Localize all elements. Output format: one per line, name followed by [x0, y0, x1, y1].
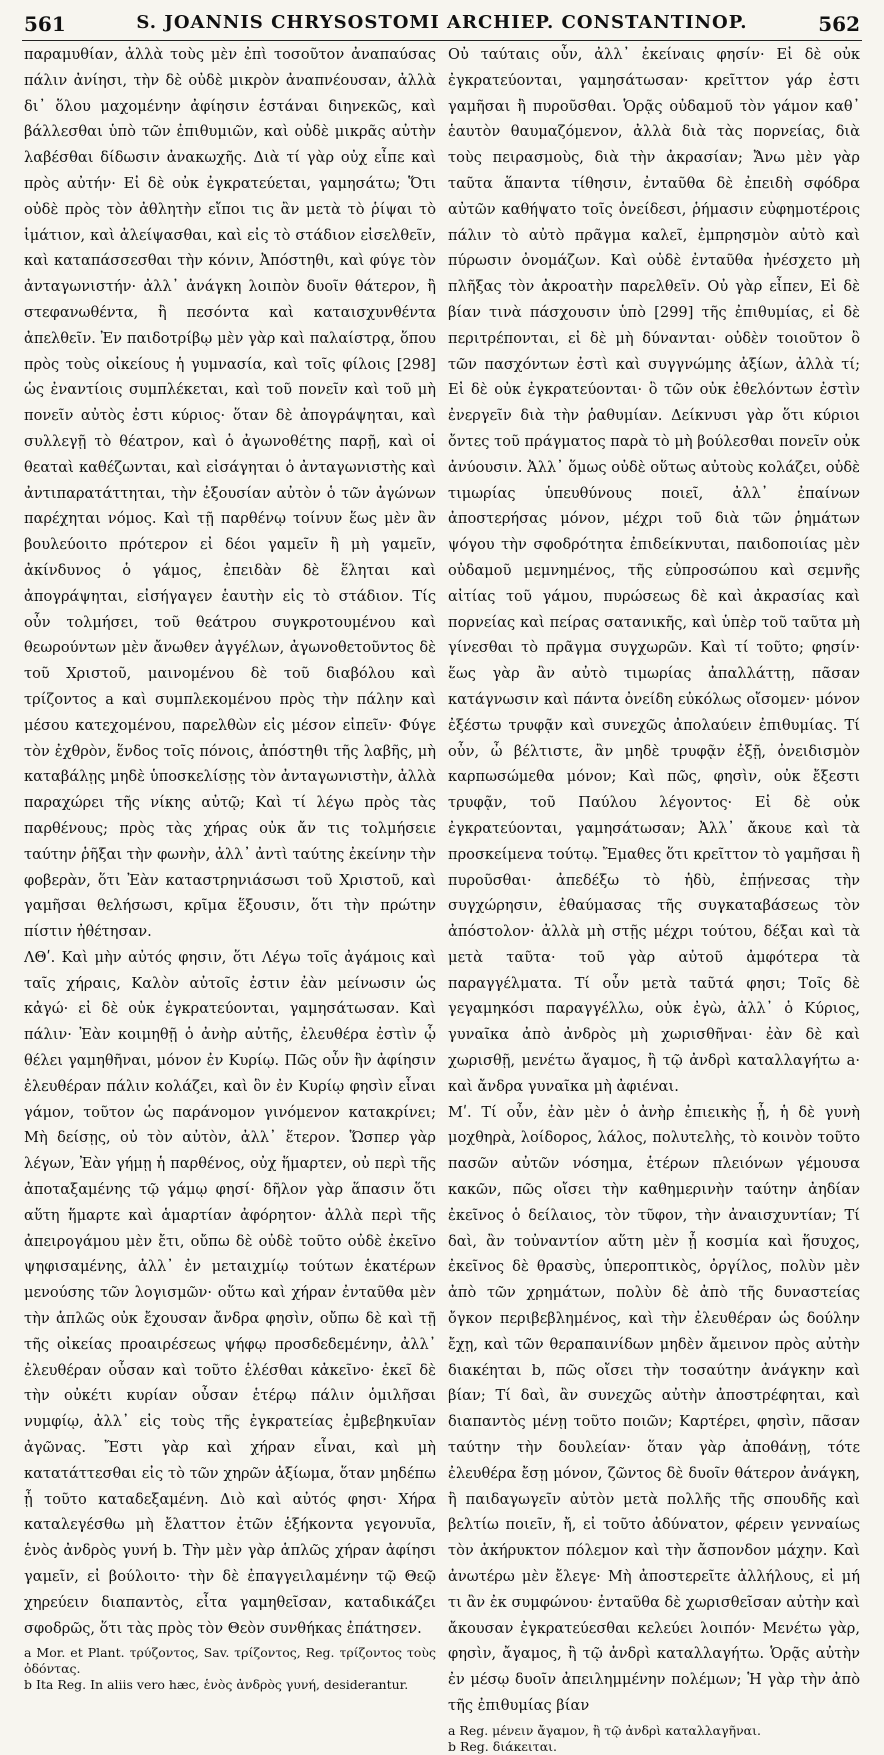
left-paragraph-1: παραμυθίαν, ἀλλὰ τοὺς μὲν ἐπὶ τοσοῦτον ἀναπαύσας πάλιν ἀνίησι, τὴν δὲ οὐδὲ μικρὸν ἀναπνέουσαν, ἀλλὰ δι᾽ ὅλου μαχομένην ἀφίησιν ἑστάναι διηνεκῶς, καὶ βάλλεσθαι ὑπὸ τῶν ἐπιθυμιῶν, καὶ οὐδὲ μικρᾶς αὐτὴν λαβέσθαι δίδωσιν ἀνακωχῆς. Διὰ τί γὰρ οὐχ εἶπε καὶ πρὸς αὐτήν· Εἰ δὲ οὐκ ἐγκρατεύεται, γαμησάτω; Ὅτι οὐδὲ πρὸς τὸν ἀθλητὴν εἴποι τις ἂν μετὰ τὸ ῥίψαι τὸ ἱμάτιον, καὶ ἀλείψασθαι, καὶ εἰς τὸ στάδιον εἰσελθεῖν, καὶ καταπάσσεσθαι τὴν κόνιν, Ἀπόστηθι, καὶ φύγε τὸν ἀνταγωνιστήν· ἀλλ᾽ ἀνάγκη λοιπὸν δυοῖν θάτερον, ἢ στεφανωθέντα, ἢ πεσόντα καὶ καταισχυνθέντα ἀπελθεῖν. Ἐν παιδοτρίβῳ μὲν γὰρ καὶ παλαίστρᾳ, ὅπου πρὸς τοὺς οἰκείους ἡ γυμνασία, καὶ τοῖς φίλοις [298] ὡς ἐναντίοις συμπλέκεται, καὶ τοῦ πονεῖν καὶ τοῦ μὴ πονεῖν αὐτὸς ἐστι κύριος· ὅταν δὲ ἀπογράψηται, καὶ συλλεγῇ τὸ θέατρον, καὶ ὁ ἀγωνοθέτης παρῇ, καὶ οἱ θεαταὶ καθέζωνται, καὶ εἰσάγηται ὁ ἀνταγωνιστὴς καὶ ἀντιπαρατάττηται, τὴν ἐξουσίαν αὐτὸν ὁ τῶν ἀγώνων παρέχηται νόμος. Καὶ τῇ παρθένῳ τοίνυν ἕως μὲν ἂν βουλεύοιτο πρότερον εἰ δέοι γαμεῖν ἢ μὴ γαμεῖν, ἀκίνδυνος ὁ γάμος, ἐπειδὰν δὲ ἕληται καὶ ἀπογράψηται, εἰσήγαγεν ἑαυτὴν εἰς τὸ στάδιον. Τίς οὖν τολμήσει, τοῦ θεάτρου συγκροτουμένου καὶ θεωρούντων μὲν ἄνωθεν ἀγγέλων, ἀγωνοθετοῦντος δὲ τοῦ Χριστοῦ, μαινομένου δὲ τοῦ διαβόλου καὶ τρίζοντος a καὶ συμπλεκομένου πρὸς τὴν πάλην καὶ μέσου κατεχομένου, παρελθὼν εἰς μέσον εἰπεῖν· Φύγε τὸν ἐχθρὸν, ἕνδος τοῖς πόνοις, ἀπόστηθι τῆς λαβῆς, μὴ καταβάλῃς μηδὲ ὑποσκελίσῃς τὸν ἀνταγωνιστὴν, ἀλλὰ παραχώρει τῆς νίκης αὐτῷ; Καὶ τί λέγω πρὸς τὰς παρθένους; πρὸς τὰς χήρας οὐκ ἄν τις τολμήσειε ταύτην ῥῆξαι τὴν φωνὴν, ἀλλ᾽ ἀντὶ ταύτης ἐκείνην τὴν φοβερὰν, ὅτι Ἐὰν καταστρηνιάσωσι τοῦ Χριστοῦ, καὶ γαμῆσαι θελήσωσι, κρῖμα ἕξουσιν, ὅτι τὴν πρώτην πίστιν ἠθέτησαν. — [24, 46, 436, 941]
right-paragraph-2: Μʹ. Τί οὖν, ἐὰν μὲν ὁ ἀνὴρ ἐπιεικὴς ᾖ, ἡ δὲ γυνὴ μοχθηρὰ, λοίδορος, λάλος, πολυτελὴς, τὸ κοινὸν τοῦτο πασῶν αὐτῶν νόσημα, ἑτέρων πλειόνων γέμουσα κακῶν, πῶς οἴσει τὴν καθημερινὴν ταύτην ἀηδίαν ἐκεῖνος ὁ δείλαιος, τὸν τῦφον, τὴν ἀναισχυντίαν; Τί δαὶ, ἂν τοὐναντίον αὕτη μὲν ᾖ κοσμία καὶ ἥσυχος, ἐκεῖνος δὲ θρασὺς, ὑπεροπτικὸς, ὀργίλος, πολὺν μὲν ἀπὸ τῶν χρημάτων, πολὺν δὲ ἀπὸ τῆς δυναστείας ὄγκον περιβεβλημένος, καὶ τὴν ἐλευθέραν ὡς δούλην ἔχῃ, καὶ τῶν θεραπαινίδων μηδὲν ἄμεινον πρὸς αὐτὴν διακέηται b, πῶς οἴσει τὴν τοσαύτην ἀνάγκην καὶ βίαν; Τί δαὶ, ἂν συνεχῶς αὐτὴν ἀποστρέφηται, καὶ διαπαντὸς μένῃ τοῦτο ποιῶν; Καρτέρει, φησὶν, πᾶσαν ταύτην τὴν δουλείαν· ὅταν γὰρ ἀποθάνῃ, τότε ἐλευθέρα ἔσῃ μόνον, ζῶντος δὲ δυοῖν θάτερον ἀνάγκη, ἢ παιδαγωγεῖν αὐτὸν μετὰ πολλῆς τῆς σπουδῆς καὶ βελτίω ποιεῖν, ἤ, εἰ τοῦτο ἀδύνατον, φέρειν γενναίως τὸν ἀκήρυκτον πόλεμον καὶ τὴν ἄσπονδον μάχην. Καὶ ἀνωτέρω μὲν ἔλεγε· Μὴ ἀποστερεῖτε ἀλλήλους, εἰ μή τι ἂν ἐκ συμφώνου· ἐνταῦθα δὲ χωρισθεῖσαν αὐτὴν καὶ ἄκουσαν ἐγκρατεύεσθαι κελεύει λοιπόν· Μενέτω γὰρ, φησὶν, ἄγαμος, ἢ τῷ ἀνδρὶ καταλλαγήτω. Ὁρᾷς αὐτὴν ἐν μέσῳ δυοῖν ἀπειλημμένην πολέμων; Ἡ γὰρ τὴν ἀπὸ τῆς ἐπιθυμίας βίαν — [448, 1103, 860, 1714]
left-column — [24, 42, 436, 1693]
left-footnotes — [24, 1645, 436, 1693]
left-footnote-b: b Ita Reg. In aliis vero hæc, ἑνὸς ἀνδρὸς γυνή, desiderantur. — [24, 1677, 409, 1693]
left-paragraph-2: ΛΘʹ. Καὶ μὴν αὐτός φησιν, ὅτι Λέγω τοῖς ἀγάμοις καὶ ταῖς χήραις, Καλὸν αὐτοῖς ἐστιν ἐὰν μείνωσιν ὡς κἀγώ· εἰ δὲ οὐκ ἐγκρατεύονται, γαμησάτωσαν. Καὶ πάλιν· Ἐὰν κοιμηθῇ ὁ ἀνὴρ αὐτῆς, ἐλευθέρα ἐστὶν ᾧ θέλει γαμηθῆναι, μόνον ἐν Κυρίῳ. Πῶς οὖν ἣν ἀφίησιν ἐλευθέραν πάλιν κολάζει, καὶ ὃν ἐν Κυρίῳ φησὶν εἶναι γάμον, τοῦτον ὡς παράνομον γινόμενον κατακρίνει; Μὴ δείσῃς, οὐ τὸν αὐτὸν, ἀλλ᾽ ἕτερον. Ὥσπερ γὰρ λέγων, Ἐὰν γήμῃ ἡ παρθένος, οὐχ ἥμαρτεν, οὐ περὶ τῆς ἀποταξαμένης τῷ γάμῳ φησί· δῆλον γὰρ ἅπασιν ὅτι αὕτη ἥμαρτε καὶ ἁμαρτίαν ἀφόρητον· ἀλλὰ περὶ τῆς ἀπειρογάμου μὲν ἔτι, οὔπω δὲ οὐδὲ τοῦτο οὐδὲ ἐκεῖνο ψηφισαμένης, ἀλλ᾽ ἐν μεταιχμίῳ τούτων ἑκατέρων μενούσης τῶν λογισμῶν· οὕτω καὶ χήραν ἐνταῦθα μὲν τὴν ἁπλῶς οὐκ ἔχουσαν ἄνδρα φησὶν, οὔπω δὲ καὶ τῇ τῆς οἰκείας προαιρέσεως ψήφῳ προσδεδεμένην, ἀλλ᾽ ἐλευθέραν οὖσαν καὶ τοῦτο ἑλέσθαι κἀκεῖνο· ἐκεῖ δὲ τὴν οὐκέτι κυρίαν οὖσαν ἑτέρῳ πάλιν ὁμιλῆσαι νυμφίῳ, ἀλλ᾽ εἰς τοὺς τῆς ἐγκρατείας ἐμβεβηκυῖαν ἀγῶνας. Ἔστι γὰρ καὶ χήραν εἶναι, καὶ μὴ κατατάττεσθαι εἰς τὸ τῶν χηρῶν ἀξίωμα, ὅταν μηδέπω ᾖ τοῦτο καταδεξαμένη. Διὸ καὶ αὐτός φησι· Χήρα καταλεγέσθω μὴ ἔλαττον ἐτῶν ἑξήκοντα γεγονυῖα, ἑνὸς ἀνδρὸς γυνή b. Τὴν μὲν γὰρ ἁπλῶς χήραν ἀφίησι γαμεῖν, εἰ βούλοιτο· τὴν δὲ ἐπαγγειλαμένην τῷ Θεῷ χηρεύειν διαπαντὸς, εἶτα γαμηθεῖσαν, καταδικάζει σφοδρῶς, ὅτι τὰς πρὸς τὸν Θεὸν συνθήκας ἐπάτησεν. — [24, 948, 436, 1637]
right-paragraph-1: Οὐ ταύταις οὖν, ἀλλ᾽ ἐκείναις φησίν· Εἰ δὲ οὐκ ἐγκρατεύονται, γαμησάτωσαν· κρεῖττον γάρ ἐστι γαμῆσαι ἢ πυροῦσθαι. Ὁρᾷς οὐδαμοῦ τὸν γάμον καθ᾽ ἑαυτὸν θαυμαζόμενον, ἀλλὰ διὰ τὰς πορνείας, διὰ τοὺς πειρασμοὺς, διὰ τὴν ἀκρασίαν; Ἄνω μὲν γὰρ ταῦτα ἅπαντα τίθησιν, ἐνταῦθα δὲ ἐπειδὴ σφόδρα αὐτῶν καθήψατο τοῖς ὀνείδεσι, ῥήμασιν εὐφημοτέροις πάλιν τὸ αὐτὸ πρᾶγμα καλεῖ, ἐμπρησμὸν αὐτὸ καὶ πύρωσιν ὀνομάζων. Καὶ οὐδὲ ἐνταῦθα ἠνέσχετο μὴ πλῆξας τὸν ἀκροατὴν παρελθεῖν. Οὐ γὰρ εἶπεν, Εἰ δὲ βίαν τινὰ πάσχουσιν ὑπὸ [299] τῆς ἐπιθυμίας, εἰ δὲ περιτρέπονται, εἰ δὲ μὴ δύνανται· οὐδὲν τοιοῦτον ὃ τῶν πασχόντων ἐστὶ καὶ συγγνώμης ἀξίων, ἀλλὰ τί; Εἰ δὲ οὐκ ἐγκρατεύονται· ὃ τῶν οὐκ ἐθελόντων ἐστὶν ἐνεργεῖν διὰ τὴν ῥαθυμίαν. Δείκνυσι γὰρ ὅτι κύριοι ὄντες τοῦ πράγματος παρὰ τὸ μὴ βούλεσθαι πονεῖν οὐκ ἀνύουσιν. Ἀλλ᾽ ὅμως οὐδὲ οὕτως αὐτοὺς κολάζει, οὐδὲ τιμωρίας ὑπευθύνους ποιεῖ, ἀλλ᾽ ἐπαίνων ἀποστερήσας μόνον, μέχρι τοῦ διὰ τῶν ῥημάτων ψόγου τὴν σφοδρότητα ἐπιδείκνυται, παιδοποιίας μὲν οὐδαμοῦ μεμνημένος, τῆς εὐπροσώπου καὶ σεμνῆς αἰτίας τοῦ γάμου, πυρώσεως δὲ καὶ ἀκρασίας καὶ πορνείας καὶ πείρας σατανικῆς, καὶ ὑπὲρ τοῦ ταῦτα μὴ γίνεσθαι τὸ πρᾶγμα συγχωρῶν. Καὶ τί τοῦτο; φησίν· ἕως γὰρ ἂν αὐτὸ τιμωρίας ἀπαλλάττῃ, πᾶσαν κατάγνωσιν καὶ πάντα ὀνείδη εὐκόλως οἴσομεν· μόνον ἐξέστω τρυφᾷν καὶ συνεχῶς ἀπολαύειν ἐπιθυμίας. Τί οὖν, ὦ βέλτιστε, ἂν μηδὲ τρυφᾷν ἐξῇ, ὀνειδισμὸν καρπωσώμεθα μόνον; Καὶ πῶς, φησὶν, οὐκ ἔξεστι τρυφᾷν, τοῦ Παύλου λέγοντος· Εἰ δὲ οὐκ ἐγκρατεύονται, γαμησάτωσαν; Ἀλλ᾽ ἄκουε καὶ τὰ προσκείμενα τούτῳ. Ἔμαθες ὅτι κρεῖττον τὸ γαμῆσαι ἢ πυροῦσθαι· ἀπεδέξω τὸ ἡδὺ, ἐπῄνεσας τὴν συγχώρησιν, ἐθαύμασας τῆς συγκαταβάσεως τὸν ἀπόστολον· ἀλλὰ μὴ στῇς μέχρι τούτου, δέξαι καὶ τὰ μετὰ ταῦτα· τοῦ γὰρ αὐτοῦ ἀμφότερα τὰ παραγγέλματα. Τί οὖν μετὰ ταῦτά φησι; Τοῖς δὲ γεγαμηκόσι παραγγέλλω, οὐκ ἐγὼ, ἀλλ᾽ ὁ Κύριος, γυναῖκα ἀπὸ ἀνδρὸς μὴ χωρισθῆναι· ἐὰν δὲ καὶ χωρισθῇ, μενέτω ἄγαμος, ἢ τῷ ἀνδρὶ καταλλαγήτω a· καὶ ἄνδρα γυναῖκα μὴ ἀφιέναι. — [448, 46, 860, 1095]
page-header — [22, 6, 862, 41]
page-number-right: 562 — [818, 12, 860, 36]
left-footnote-a: a Mor. et Plant. τρύζοντος, Sav. τρίζοντος, Reg. τρίζοντος τοὺς ὀδόντας. — [24, 1645, 436, 1677]
page-number-left: 561 — [24, 12, 66, 36]
running-title: S. JOANNIS CHRYSOSTOMI ARCHIEP. CONSTANTINOP. — [136, 12, 748, 33]
right-footnote-b: b Reg. διάκειται. — [448, 1738, 558, 1754]
right-footnote-a: a Reg. μένειν ἄγαμον, ἢ τῷ ἀνδρὶ καταλλαγῆναι. — [448, 1722, 761, 1738]
right-column — [448, 42, 860, 1755]
right-footnotes — [448, 1723, 860, 1755]
